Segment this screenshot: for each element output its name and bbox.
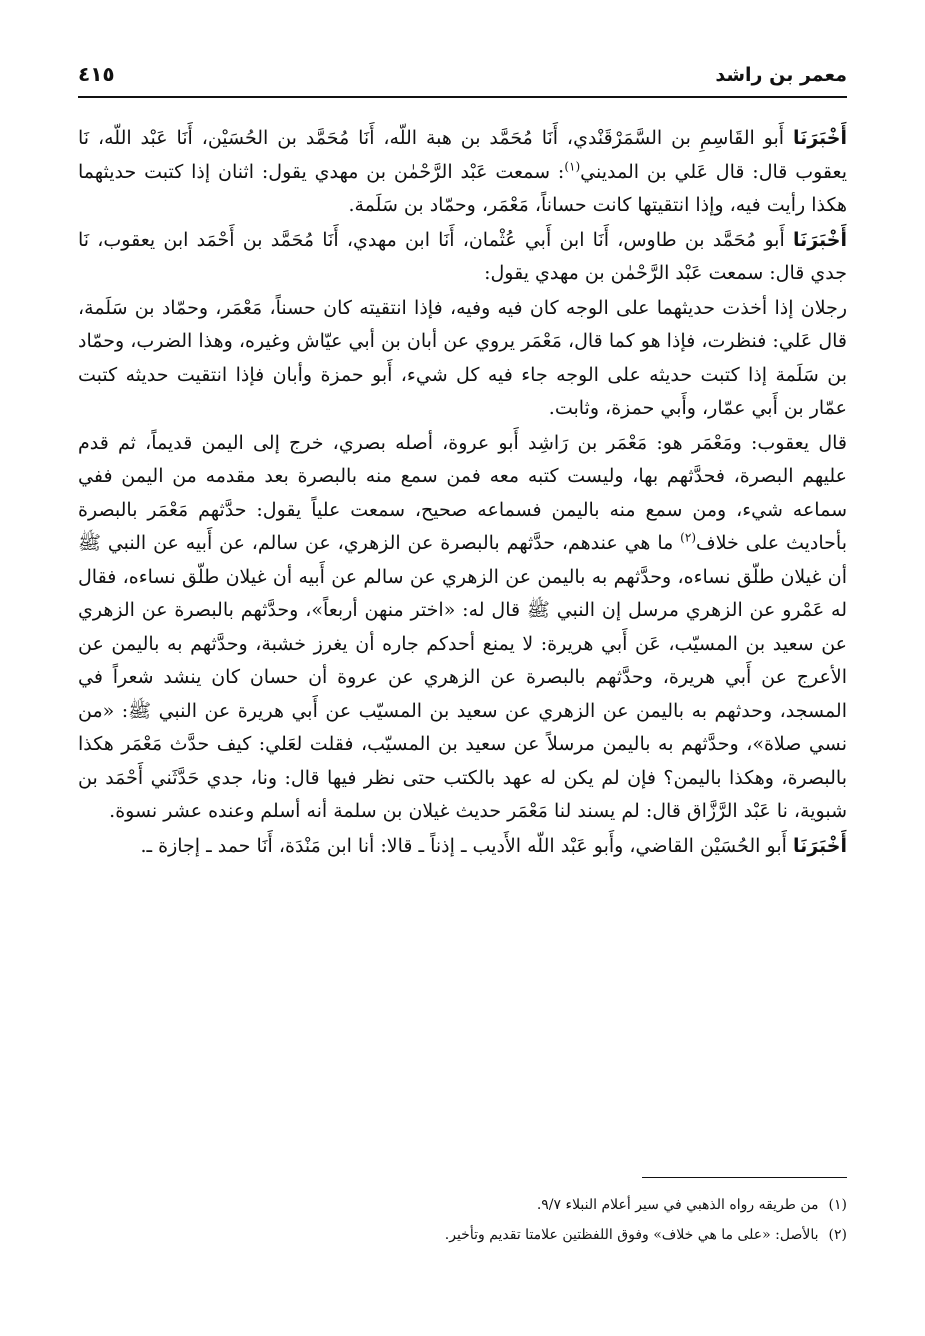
paragraph-lead: أَخْبَرَنَا — [792, 127, 847, 149]
paragraph-1 — [78, 122, 847, 223]
page-number: ٤١٥ — [78, 62, 115, 86]
paragraph-4 — [78, 427, 847, 829]
paragraph-text: أَبو مُحَمَّد بن طاوس، أَنَا ابن أَبي عُثْمان، أَنَا ابن مهدي، أَنَا مُحَمَّد بن أَحْمَد ابن يعقوب، نَا جدي قال: سمعت عَبْد الرَّحْمٰن بن مهدي يقول: — [78, 228, 847, 284]
main-text — [78, 122, 847, 863]
footnote-text: بالأصل: «على ما هي خلاف» وفوق اللفظتين علامتا تقديم وتأخير. — [444, 1227, 819, 1243]
footnote-ref-2: (٢) — [680, 530, 696, 545]
footnote-divider — [642, 1177, 847, 1178]
paragraph-text-continued: : سمعت عَبْد الرَّحْمٰن بن مهدي يقول: اثنان إذا كتبت حديثهما هكذا رأيت فيه، وإذا انتقيتها كانت حساناً، مَعْمَر، وحمّاد بن سَلَمة. — [78, 160, 847, 216]
running-title: معمر بن راشد — [715, 64, 847, 86]
footnote-number: (١) — [828, 1197, 847, 1213]
page-header — [78, 56, 847, 98]
footnote-number: (٢) — [828, 1227, 847, 1243]
paragraph-3 — [78, 292, 847, 426]
paragraph-text: قال يعقوب: ومَعْمَر هو: مَعْمَر بن رَاشِد أَبو عروة، أصله بصري، خرج إلى اليمن قديماً، ثم قدم عليهم البصرة، فحدَّثهم بها، وليست كتبه معه فمن سمع منه بالبصرة بعد مقدمه من اليمن ففي سماعه شيء، ومن سمع منه باليمن فسماعه صحيح، سمعت علياً يقول: حدَّثهم مَعْمَر بالبصرة بأحاديث على خلاف — [78, 431, 848, 554]
paragraph-lead: أَخْبَرَنَا — [792, 834, 847, 857]
paragraph-5 — [78, 830, 847, 864]
paragraph-text-continued: ما هي عندهم، حدَّثهم بالبصرة عن الزهري، عن سالم، عن أَبيه عن النبي ﷺ أن غيلان طلّق نساءه، وحدَّثهم به باليمن عن الزهري عن سالم عن أَبيه أن غيلان طلّق نساءه، فقال له عَمْرو عن الزهري مرسل إن النبي ﷺ قال له: «اختر منهن أربعاً»، وحدَّثهم بالبصرة عن الزهري عن سعيد بن المسيّب، عَن أَبي هريرة: لا يمنع أحدكم جاره أن يغرز خشبة، وحدَّثهم به باليمن عن الأعرج عن أَبي هريرة، وحدَّثهم بالبصرة عن الزهري عن عروة أن حسان كان ينشد شعراً في المسجد، وحدثهم به باليمن عن الزهري عن سعيد بن المسيّب عن أَبي هريرة عن النبي ﷺ: «من نسي صلاة»، وحدَّثهم به باليمن مرسلاً عن سعيد بن المسيّب، فقلت لعَلي: كيف حدَّث مَعْمَر هكذا بالبصرة، وهكذا باليمن؟ فإن لم يكن له عهد بالكتب حتى نظر فيها قال: ونا، جدي حَدَّثَني أَحْمَد بن شبوية، نا عَبْد الرَّزَّاق قال: لم يسند لنا مَعْمَر حديث غيلان بن سلمة أنه أسلم وعنده عشر نسوة. — [78, 532, 847, 822]
footnote-2 — [78, 1220, 847, 1250]
paragraph-text: رجلان إذا أخذت حديثهما على الوجه كان فيه وفيه، فإذا انتقيته كان حسناً، مَعْمَر، وحمّاد بن سَلَمة، قال عَلي: فنظرت، فإذا هو كما قال، مَعْمَر يروي عن أبان بن أبي عيّاش وغيره، وهذا الضرب، وحمّاد بن سَلَمة إذا كتبت حديثه على الوجه جاء فيه كل شيء، أَبو حمزة وأبان فإذا انتقيت حديثه كتبت عمّار بن أَبي عمّار، وأَبي حمزة، وثابت. — [78, 296, 847, 419]
footnotes — [78, 1190, 847, 1250]
paragraph-text: أَبو القَاسِمِ بن السَّمَرْقَنْدي، أَنَا مُحَمَّد بن هبة اللّه، أَنَا مُحَمَّد بن الحُسَيْن، أَنَا عَبْد اللّه، نَا يعقوب قال: قال عَلي بن المديني — [78, 127, 847, 183]
paragraph-text: أَبو الحُسَيْن القاضي، وأَبو عَبْد اللّه الأَديب ـ إذناً ـ قالا: أنا ابن مَنْدَة، أَنَا حمد ـ إجازة ـ. — [140, 834, 793, 857]
paragraph-2 — [78, 224, 847, 291]
footnote-ref-1: (١) — [564, 159, 581, 174]
paragraph-lead: أَخْبَرَنَا — [792, 228, 847, 251]
footnote-text: من طريقه رواه الذهبي في سير أعلام النبلاء ٩/٧. — [536, 1197, 819, 1213]
footnote-1 — [78, 1190, 847, 1220]
